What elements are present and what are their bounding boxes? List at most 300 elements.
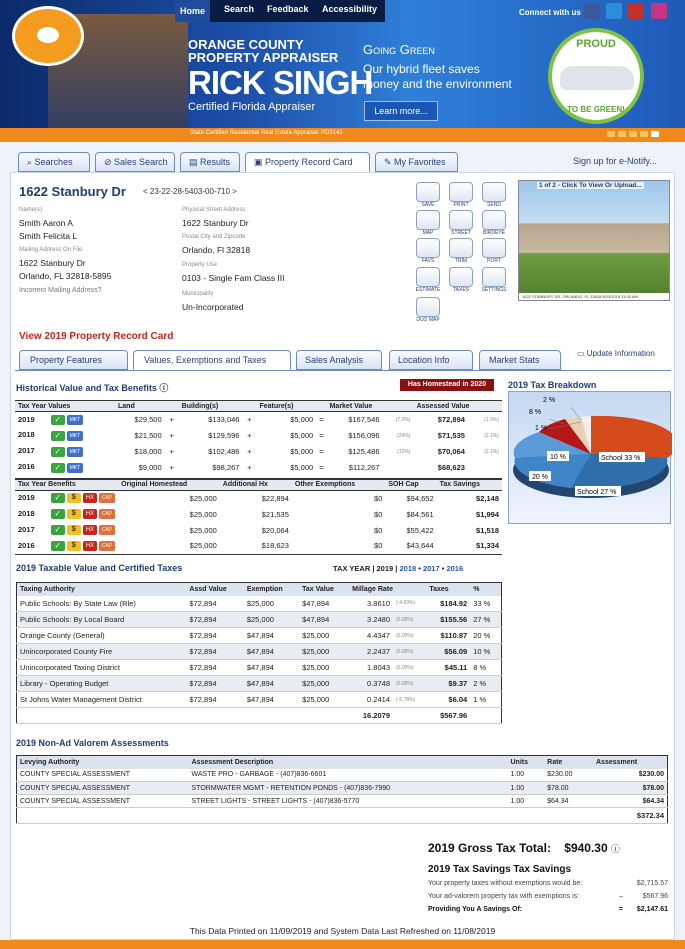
- view-record-title: View 2019 Property Record Card: [19, 331, 174, 342]
- assessment: $78.00: [593, 782, 668, 795]
- check-icon[interactable]: ✓: [51, 493, 65, 503]
- pie-svg: [509, 392, 672, 525]
- units: 1.00: [508, 782, 545, 795]
- assd-value: $72,894: [186, 644, 243, 660]
- street-icon[interactable]: [449, 210, 473, 230]
- taxes: $110.87: [426, 628, 470, 644]
- taxes-table: Taxing Authority Assd Value Exemption Tax Value Millage Rate Taxes % Public Schools: By State Law (Rle) $72,894 $25,000 $47,894 3.8610 (-4.69%) $184.92 33 % Public Schools: By Local Board $72,894 $25,000 $47,894 3.2480 (0.00%) $155.56 27 % Orange County (General) $72,894 $47,894 $25,000 4.4347 (0.00%) $110.87 20 % Unincorporated County Fire $72,894 $47,894 $25,000 2.2437 (0.00%) $56.09 10 % Unincorporated Taxing District $72,894 $47,894 $25,000 1.8043 (0.00%) $45.11 8 % Library - Operating Budget $72,894 $47,894 $25,000 0.3748 (0.00%) $9.37 2 % St Johns Water Management District $72,894 $47,894 $25,000 0.2414 (-5.78%) $6.04 1 % 16.2079 $567.96: [16, 582, 502, 724]
- tax-value: $25,000: [299, 692, 349, 708]
- cap-button[interactable]: CAP: [99, 525, 115, 535]
- feature-value: $5,000: [290, 431, 314, 440]
- exemption: $47,894: [244, 644, 299, 660]
- taxing-authority: Unincorporated Taxing District: [17, 660, 187, 676]
- gross-tax-value: $940.30: [564, 841, 608, 855]
- millage-rate: 0.2414: [349, 692, 393, 708]
- soh-cap: $94,652: [406, 493, 434, 503]
- car-shape: [560, 66, 634, 90]
- check-icon[interactable]: ✓: [51, 525, 65, 535]
- savings-value: $2,147.61: [636, 906, 668, 913]
- bottom-bar: [0, 940, 685, 949]
- tax-savings: $1,334: [476, 541, 499, 551]
- levying-authority: COUNTY SPECIAL ASSESSMENT: [17, 782, 189, 795]
- year-cell: [15, 490, 118, 506]
- tax-value: $25,000: [299, 644, 349, 660]
- hx-button[interactable]: HX: [83, 509, 97, 519]
- assd-value: $72,894: [186, 628, 243, 644]
- exemption: $47,894: [244, 660, 299, 676]
- rate: $64.34: [544, 795, 593, 808]
- tax-pct: 33 %: [470, 596, 501, 612]
- tax-savings: $1,994: [476, 509, 499, 519]
- assessment: $230.00: [593, 769, 668, 782]
- property-use: 0103 - Single Fam Class III: [182, 273, 285, 283]
- property-photo[interactable]: [518, 180, 670, 301]
- tax-row: [17, 692, 502, 708]
- enotify-link[interactable]: Sign up for e-Notify...: [573, 156, 657, 166]
- hx-button[interactable]: HX: [83, 493, 97, 503]
- total-taxes: $567.96: [426, 708, 470, 724]
- send-icon[interactable]: [482, 182, 506, 202]
- taxing-authority: Public Schools: By Local Board: [17, 612, 187, 628]
- taxes: $45.11: [426, 660, 470, 676]
- plus-sign: +: [247, 447, 252, 456]
- year-2017[interactable]: 2017: [422, 564, 440, 573]
- going-green-title: Going Green: [363, 42, 435, 57]
- nonad-row: [17, 782, 668, 795]
- tax-pct: 8 %: [470, 660, 501, 676]
- assd-value: $72,894: [186, 692, 243, 708]
- nonad-row: [17, 795, 668, 808]
- exemption: $47,894: [244, 692, 299, 708]
- year: 2016: [18, 462, 35, 472]
- property-address: 1622 Stanbury Dr: [19, 184, 126, 199]
- levying-authority: COUNTY SPECIAL ASSESSMENT: [17, 769, 189, 782]
- year-cell: [15, 522, 118, 538]
- market-pct: (7.3%): [395, 416, 411, 423]
- taxes: $6.04: [426, 692, 470, 708]
- mkt-button[interactable]: MKT: [67, 431, 83, 441]
- year-cell: [15, 444, 115, 460]
- tax-row: [17, 628, 502, 644]
- tax-row: [17, 644, 502, 660]
- other-exemptions: $0: [374, 493, 383, 503]
- green-msg2: money and the environment: [363, 77, 512, 91]
- original-homestead: $25,000: [189, 509, 217, 519]
- tab-my-favorites[interactable]: ✎ My Favorites: [375, 152, 458, 172]
- phys-label: Physical Street Address: [182, 207, 246, 213]
- building-value: $133,046: [208, 415, 240, 425]
- slice-school-33: [591, 416, 672, 458]
- original-homestead: $25,000: [189, 493, 217, 503]
- trim-icon[interactable]: [449, 238, 473, 258]
- building-value: $129,596: [208, 431, 240, 440]
- subtab-property-features[interactable]: Property Features: [19, 350, 128, 370]
- assessed-pct: (2.1%): [484, 448, 499, 455]
- banner-strip: [0, 128, 685, 142]
- taxing-authority: Orange County (General): [17, 628, 187, 644]
- assd-value: $72,894: [186, 596, 243, 612]
- photo-caption[interactable]: 1 of 2 - Click To View Or Upload...: [539, 182, 642, 189]
- mailing-label: Mailing Address On File: [19, 247, 83, 253]
- additional-hx: $20,064: [261, 525, 289, 535]
- original-homestead: $25,000: [189, 541, 217, 551]
- green-msg1: Our hybrid fleet saves: [363, 62, 480, 76]
- use-label: Property Use: [182, 262, 218, 268]
- nav-search[interactable]: Search: [224, 4, 255, 14]
- land-value: $9,000: [138, 463, 162, 472]
- nav-home[interactable]: Home: [175, 0, 210, 22]
- equals-sign: =: [319, 431, 324, 440]
- year: 2018: [18, 430, 35, 440]
- tab-sales-search[interactable]: ⊘ Sales Search: [95, 152, 175, 172]
- exemption: $25,000: [244, 596, 299, 612]
- benefits-table: Tax Year Benefits Original Homestead Additional Hx Other Exemptions SOH Cap Tax Savings 2019 ✓ $ HX CAP $25,000 $22,894 $0 $94,652 $2,148 2018 ✓ $ HX CAP $25,000 $21,535 $0 $84,561 $1,994 2017 ✓ $ HX CAP $25,000 $20,064 $0 $55,422 $1,518 2016 ✓ $ HX CAP $25,000 $18,623 $0 $43,644 $1,334: [15, 478, 502, 555]
- building-value: $102,486: [208, 447, 240, 456]
- millage-change: (-5.78%): [393, 692, 426, 708]
- plus-sign: +: [169, 447, 174, 456]
- label-2: 2 %: [543, 397, 556, 404]
- mkt-button[interactable]: MKT: [67, 463, 83, 473]
- mkt-button[interactable]: MKT: [67, 447, 83, 457]
- taxing-authority: Public Schools: By State Law (Rle): [17, 596, 187, 612]
- feature-value: $5,000: [290, 415, 314, 425]
- value-row: [15, 428, 502, 444]
- tax-year-selector: TAX YEAR | 2019 | 2018 • 2017 • 2016: [333, 564, 464, 573]
- assd-value: $72,894: [186, 660, 243, 676]
- feature-value: $5,000: [290, 463, 314, 472]
- assd-value: $72,894: [186, 676, 243, 692]
- other-exemptions: $0: [374, 525, 383, 535]
- municipality: Un-Incorporated: [182, 302, 244, 312]
- info-icon[interactable]: ⓘ: [611, 844, 621, 854]
- millage-rate: 2.2437: [349, 644, 393, 660]
- tax-savings: $1,518: [476, 525, 499, 535]
- cap-button[interactable]: CAP: [99, 509, 115, 519]
- millage-rate: 1.8043: [349, 660, 393, 676]
- year: 2016: [18, 540, 35, 550]
- other-exemptions: $0: [374, 541, 383, 551]
- port-icon[interactable]: [482, 238, 506, 258]
- levying-authority: COUNTY SPECIAL ASSESSMENT: [17, 795, 189, 808]
- gross-tax-total: 2019 Gross Tax Total: $940.30 ⓘ: [428, 841, 621, 855]
- plus-sign: +: [247, 463, 252, 472]
- city-zip: Orlando, Fl 32818: [182, 245, 251, 255]
- save-icon[interactable]: [416, 182, 440, 202]
- total-millage: 16.2079: [349, 708, 393, 724]
- info-icon[interactable]: ⓘ: [159, 383, 169, 393]
- year-cell: [15, 506, 118, 522]
- slide-dots[interactable]: [607, 131, 662, 139]
- label-10: 10 %: [550, 454, 566, 461]
- year-cell: [15, 460, 115, 476]
- check-icon[interactable]: ✓: [51, 463, 65, 473]
- market-value: $125,486: [348, 447, 380, 456]
- other-exemptions: $0: [374, 509, 383, 519]
- additional-hx: $22,894: [261, 493, 289, 503]
- owner-name-2: Smith Felicita L: [19, 231, 78, 241]
- learn-more-button[interactable]: Learn more...: [364, 101, 438, 121]
- millage-change: (0.00%): [393, 644, 426, 660]
- market-pct: (12%): [397, 448, 411, 455]
- subtab-location-info[interactable]: Location Info: [389, 350, 473, 370]
- tax-value: $25,000: [299, 628, 349, 644]
- millage-change: (-4.69%): [393, 596, 426, 612]
- year: 2019: [18, 493, 35, 503]
- label-20: 20 %: [532, 474, 548, 481]
- taxes: $184.92: [426, 596, 470, 612]
- nav-accessibility[interactable]: Accessibility: [322, 4, 378, 14]
- tab-searches[interactable]: ⌕ Searches: [18, 152, 90, 172]
- assessment: $64.34: [593, 795, 668, 808]
- nonad-title: 2019 Non-Ad Valorem Assessments: [16, 738, 169, 748]
- tax-value: $47,894: [299, 612, 349, 628]
- top-nav: [175, 0, 385, 22]
- appraiser-subtitle: Certified Florida Appraiser: [188, 101, 316, 113]
- estimate-icon[interactable]: [416, 267, 440, 287]
- nonad-row: [17, 769, 668, 782]
- tax-pct: 2 %: [470, 676, 501, 692]
- benefit-row: [15, 506, 502, 522]
- rate: $78.00: [544, 782, 593, 795]
- map-icon[interactable]: [416, 210, 440, 230]
- assd-value: $72,894: [186, 612, 243, 628]
- assessment-description: WASTE PRO - GARBAGE - (407)836-6601: [189, 769, 508, 782]
- duo-map-icon[interactable]: [416, 297, 440, 317]
- search-icon: ⌕: [27, 157, 35, 167]
- plus-sign: +: [247, 415, 252, 425]
- social-links: [584, 0, 674, 22]
- phys-address: 1622 Stanbury Dr: [182, 218, 249, 228]
- mailing-line-1: 1622 Stanbury Dr: [19, 258, 86, 268]
- year-cell: [15, 428, 115, 444]
- hx-button[interactable]: HX: [83, 525, 97, 535]
- tax-pct: 1 %: [470, 692, 501, 708]
- org-line2: PROPERTY APPRAISER: [188, 50, 339, 65]
- millage-rate: 3.8610: [349, 596, 393, 612]
- millage-rate: 0.3748: [349, 676, 393, 692]
- no-exempt-label: Your property taxes without exemptions would be:: [428, 880, 583, 887]
- taxes-icon[interactable]: [449, 267, 473, 287]
- year-cell: [15, 412, 115, 428]
- benefit-row: [15, 538, 502, 554]
- check-icon[interactable]: ✓: [51, 541, 65, 551]
- birdeye-icon[interactable]: [482, 210, 506, 230]
- original-homestead: $25,000: [189, 525, 217, 535]
- proud-green-badge: PROUD TO BE GREEN!: [548, 28, 644, 124]
- assessed-pct: (2.1%): [484, 432, 499, 439]
- value-row: [15, 412, 502, 428]
- plus-sign: +: [169, 463, 174, 472]
- assessed-value: $68,623: [437, 463, 465, 472]
- nonad-total: $372.34: [593, 808, 668, 824]
- year: 2018: [18, 508, 35, 518]
- photo-footer: 1622 STANBURY DR, ORLANDO, FL 32818 6/23/2016 11:00 AM: [519, 293, 669, 300]
- land-value: $21,500: [134, 431, 162, 440]
- mailing-line-2: Orlando, FL 32818-5895: [19, 271, 112, 281]
- building-value: $98,267: [212, 463, 240, 472]
- check-icon[interactable]: ✓: [51, 447, 65, 457]
- tax-row: [17, 676, 502, 692]
- exemption: $47,894: [244, 676, 299, 692]
- taxing-authority: Unincorporated County Fire: [17, 644, 187, 660]
- subtab-line: [15, 370, 671, 371]
- millage-change: (0.00%): [393, 612, 426, 628]
- twitter-icon[interactable]: [606, 3, 622, 19]
- list-icon: ▤: [189, 157, 201, 167]
- tax-row: [17, 596, 502, 612]
- tag-icon: ⊘: [104, 157, 115, 167]
- assessment-description: STORMWATER MGMT - RETENTION PONDS - (407)836-7990: [189, 782, 508, 795]
- feature-value: $5,000: [290, 447, 314, 456]
- breakdown-title: 2019 Tax Breakdown: [508, 380, 597, 390]
- savings-label: Providing You A Savings Of:: [428, 906, 523, 913]
- with-exempt-label: Your ad-valorem property tax with exemptions is:: [428, 893, 580, 900]
- millage-change: (0.00%): [393, 660, 426, 676]
- value-row: [15, 460, 502, 476]
- dollar-button[interactable]: $: [67, 493, 81, 503]
- subtab-market-stats[interactable]: Market Stats: [479, 350, 561, 370]
- dollar-button[interactable]: $: [67, 509, 81, 519]
- update-info-link[interactable]: ▭ Update Information: [577, 349, 655, 358]
- mkt-button[interactable]: MKT: [67, 415, 83, 425]
- additional-hx: $18,623: [261, 541, 289, 551]
- hist-title: Historical Value and Tax Benefits ⓘ: [16, 383, 169, 393]
- equals-sign: =: [319, 447, 324, 456]
- plus-sign: +: [169, 415, 174, 425]
- subtab-values-exemptions-taxes[interactable]: Values, Exemptions and Taxes: [133, 350, 291, 370]
- soh-cap: $43,644: [406, 541, 434, 551]
- benefit-row: [15, 522, 502, 538]
- savings-title: 2019 Tax Savings Tax Savings: [428, 864, 572, 875]
- banner-strip-text: State Certified Residential Real Estate Appraiser RD3141: [190, 130, 343, 136]
- tax-value: $25,000: [299, 660, 349, 676]
- pin-icon: ✎: [384, 157, 395, 167]
- favs-icon[interactable]: [416, 238, 440, 258]
- tax-value: $25,000: [299, 676, 349, 692]
- tax-pct: 20 %: [470, 628, 501, 644]
- logo-seal[interactable]: [12, 6, 84, 66]
- year: 2019: [18, 414, 35, 424]
- plus-sign: +: [247, 431, 252, 440]
- tax-row: [17, 660, 502, 676]
- no-exempt-value: $2,715.57: [636, 880, 668, 887]
- taxes-title: 2019 Taxable Value and Certified Taxes: [16, 563, 183, 573]
- appraiser-name: RICK SINGH: [188, 64, 373, 101]
- values-table: Tax Year Values Land Building(s) Feature(s) Market Value Assessed Value 2019 ✓ MKT $29,500 + $133,046 + $5,000 = $167,546 (7.3%) $72,894 (1.9%) 2018 ✓ MKT $21,500 + $129,596 + $5,000 = $156,096 (24%) $71,535 (2.1%) 2017 ✓ MKT $18,000 + $102,486 + $5,000 = $125,486 (12%) $70,064 (2.1%) 2016 ✓ MKT $9,000 + $98,267 + $5,000 = $112,267 $68,623: [15, 400, 502, 476]
- check-icon[interactable]: ✓: [51, 509, 65, 519]
- tax-row: [17, 612, 502, 628]
- year-cell: [15, 538, 118, 554]
- assessment-description: STREET LIGHTS - STREET LIGHTS - (407)836-5770: [189, 795, 508, 808]
- taxes: $56.09: [426, 644, 470, 660]
- facebook-icon[interactable]: [584, 3, 600, 19]
- year-2018[interactable]: 2018: [399, 564, 417, 573]
- market-value: $112,267: [348, 463, 380, 472]
- year-2016[interactable]: 2016: [446, 564, 464, 573]
- names-label: Name(s): [19, 207, 43, 213]
- cap-button[interactable]: CAP: [99, 541, 115, 551]
- tax-savings: $2,148: [476, 493, 499, 503]
- soh-cap: $55,422: [406, 525, 434, 535]
- year: 2017: [18, 446, 35, 456]
- tax-pct: 27 %: [470, 612, 501, 628]
- cap-button[interactable]: CAP: [99, 493, 115, 503]
- assessed-pct: (1.9%): [484, 416, 499, 423]
- dollar-button[interactable]: $: [67, 525, 81, 535]
- units: 1.00: [508, 769, 545, 782]
- millage-rate: 4.4347: [349, 628, 393, 644]
- settings-icon[interactable]: [482, 267, 506, 287]
- soh-cap: $84,561: [406, 509, 434, 519]
- tab-property-record-card[interactable]: ▣ Property Record Card: [245, 152, 370, 172]
- tab-results[interactable]: ▤ Results: [180, 152, 240, 172]
- instagram-icon[interactable]: [651, 3, 667, 19]
- taxes: $9.37: [426, 676, 470, 692]
- print-icon[interactable]: [449, 182, 473, 202]
- market-pct: (24%): [397, 432, 411, 439]
- footer-note: This Data Printed on 11/09/2019 and System Data Last Refreshed on 11/08/2019: [189, 926, 496, 936]
- youtube-icon[interactable]: [628, 3, 644, 19]
- muni-label: Municipality: [182, 291, 214, 297]
- check-icon[interactable]: ✓: [51, 431, 65, 441]
- dollar-button[interactable]: $: [67, 541, 81, 551]
- homestead-badge: Has Homestead in 2020: [400, 379, 494, 391]
- org-line1: ORANGE COUNTY: [188, 37, 304, 52]
- with-exempt-value: $567.96: [642, 893, 668, 900]
- tax-value: $47,894: [299, 596, 349, 612]
- market-value: $167,546: [348, 415, 380, 425]
- assessed-value: $71,535: [437, 431, 465, 440]
- assessed-value: $70,064: [437, 447, 465, 456]
- land-value: $18,000: [134, 447, 162, 456]
- value-row: [15, 444, 502, 460]
- assessed-value: $72,894: [437, 415, 465, 425]
- year: 2017: [18, 524, 35, 534]
- edit-icon: ▭: [577, 349, 587, 358]
- market-value: $156,096: [348, 431, 380, 440]
- exemption: $25,000: [244, 612, 299, 628]
- tax-pct: 10 %: [470, 644, 501, 660]
- millage-change: (0.00%): [393, 676, 426, 692]
- city-label: Postal City and Zipcode: [182, 234, 246, 240]
- taxing-authority: Library - Operating Budget: [17, 676, 187, 692]
- label-school-33: School 33 %: [601, 455, 641, 462]
- benefit-row: [15, 490, 502, 506]
- subtab-sales-analysis[interactable]: Sales Analysis: [296, 350, 382, 370]
- land-value: $29,500: [134, 415, 162, 425]
- nav-feedback[interactable]: Feedback: [267, 4, 309, 14]
- assessed-pct: [468, 460, 502, 476]
- equals-sign: =: [319, 463, 324, 472]
- market-pct: [383, 460, 414, 476]
- card-icon: ▣: [254, 157, 266, 167]
- additional-hx: $21,535: [261, 509, 289, 519]
- hx-button[interactable]: HX: [83, 541, 97, 551]
- connect-label: Connect with us: [519, 8, 581, 17]
- taxing-authority: St Johns Water Management District: [17, 692, 187, 708]
- nonad-table: Levying Authority Assessment Description Units Rate Assessment COUNTY SPECIAL ASSESSMENT WASTE PRO - GARBAGE - (407)836-6601 1.00 $230.00 $230.00 COUNTY SPECIAL ASSESSMENT STORMWATER MGMT - RETENTION PONDS - (407)836-7990 1.00 $78.00 $78.00 COUNTY SPECIAL ASSESSMENT STREET LIGHTS - STREET LIGHTS - (407)836-5770 1.00 $64.34 $64.34 $372.34: [16, 755, 668, 824]
- taxes: $155.56: [426, 612, 470, 628]
- incorrect-mailing-link[interactable]: Incorrect Mailing Address?: [19, 287, 102, 294]
- millage-change: (0.00%): [393, 628, 426, 644]
- parcel-id[interactable]: < 23-22-28-5403-00-710 >: [143, 187, 237, 196]
- owner-name-1: Smith Aaron A: [19, 218, 73, 228]
- exemption: $47,894: [244, 628, 299, 644]
- rate: $230.00: [544, 769, 593, 782]
- year-2019[interactable]: 2019: [376, 564, 394, 573]
- units: 1.00: [508, 795, 545, 808]
- check-icon[interactable]: ✓: [51, 415, 65, 425]
